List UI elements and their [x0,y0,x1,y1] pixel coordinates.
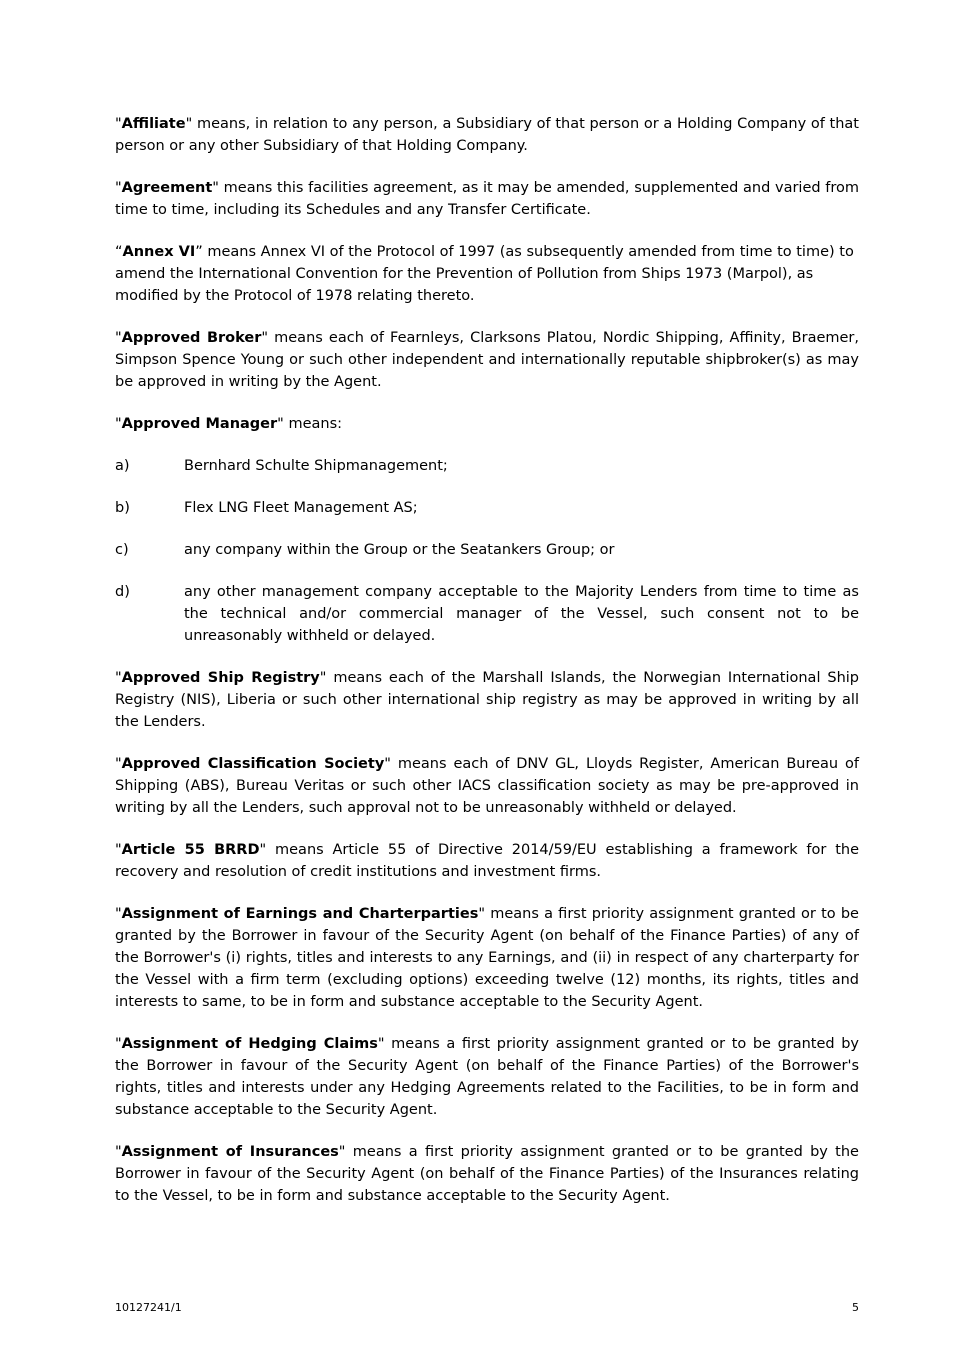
defined-term: Assignment of Hedging Claims [121,1036,378,1052]
defined-term: Article 55 BRRD [121,842,260,858]
definition-approved-broker [115,327,859,393]
quote-open: " [115,842,122,858]
definition-text: means each of the Marshall Islands, the Norwegian International Ship Registry (NIS), Liberia or such other international ship registry as may be approved in writing by all the Lenders. [115,670,860,730]
definition-agreement [115,177,859,221]
definition-assignment-of-hedging-claims [115,1033,859,1121]
definition-approved-ship-registry [115,667,859,733]
definition-text: means this facilities agreement, as it may be amended, supplemented and varied from time to time, including its Schedules and any Transfer Certificate. [115,180,859,218]
quote-close: ” [195,244,203,260]
definition-affiliate [115,113,859,157]
quote-close: " [478,906,485,922]
definition-assignment-of-earnings [115,903,859,1013]
quote-open: " [115,670,122,686]
definition-text: means a first priority assignment granted or to be granted by the Borrower in favour of the Security Agent (on behalf of the Finance Parties) of the Insurances relating to the Vessel, to be in form and substance acceptable to the Security Agent. [115,1144,859,1204]
quote-close: " [261,330,269,346]
quote-close: " [212,180,219,196]
list-text: any company within the Group or the Seatankers Group; or [184,542,615,558]
list-text: Flex LNG Fleet Management AS; [184,500,418,516]
quote-close: " [377,1036,385,1052]
definition-article-55-brrd [115,839,859,883]
quote-close: " [277,416,284,432]
document-reference: 10127241/1 [115,1301,182,1314]
defined-term: Approved Manager [121,416,278,432]
quote-open: " [115,1144,122,1160]
definition-approved-manager [115,413,859,435]
quote-close: " [384,756,391,772]
definition-text: means each of DNV GL, Lloyds Register, American Bureau of Shipping (ABS), Bureau Veritas or such other IACS classification society as may be pre-approved in writing by all the Lenders, such approval not to be unreasonably withheld or delayed. [115,756,859,816]
quote-open: " [115,330,122,346]
definition-text: means: [283,416,343,432]
quote-close: " [338,1144,346,1160]
definition-text: means, in relation to any person, a Subsidiary of that person or a Holding Company of that person or any other Subsidiary of that Holding Company. [115,116,859,154]
list-label: a) [115,458,130,474]
defined-term: Annex VI [122,244,196,260]
quote-open: “ [115,244,123,260]
list-item [115,455,859,477]
page-footer [115,1301,859,1314]
defined-term: Affiliate [121,116,186,132]
list-item [115,497,859,519]
defined-term: Approved Broker [121,330,262,346]
defined-term: Assignment of Earnings and Charterparties [121,906,479,922]
definition-text: means a first priority assignment granted or to be granted by the Borrower in favour of the Security Agent (on behalf of the Finance Parties) of the Borrower's rights, titles and interests under any Hedging Agreements related to the Facilities, to be in form and substance acceptable to the Security Agent. [115,1036,859,1118]
quote-open: " [115,416,122,432]
definition-assignment-of-insurances [115,1141,859,1207]
list-text: any other management company acceptable to the Majority Lenders from time to time as the technical and/or commercial manager of the Vessel, such consent not to be unreasonably withheld or delayed. [184,584,859,644]
quote-open: " [115,180,122,196]
defined-term: Approved Classification Society [121,756,385,772]
quote-open: " [115,116,122,132]
quote-close: " [259,842,267,858]
defined-term: Agreement [121,180,213,196]
definition-annex-vi [115,241,859,307]
definition-text: means each of Fearnleys, Clarksons Platou, Nordic Shipping, Affinity, Braemer, Simpson Spence Young or such other independent and internationally reputable shipbroker(s) as may be approved in writing by the Agent. [115,330,859,390]
quote-close: " [185,116,193,132]
list-label: b) [115,500,130,516]
quote-close: " [319,670,327,686]
list-item [115,539,859,561]
list-label: c) [115,542,129,558]
defined-term: Assignment of Insurances [121,1144,339,1160]
quote-open: " [115,756,122,772]
list-item [115,581,859,647]
document-body [115,113,859,1227]
defined-term: Approved Ship Registry [121,670,320,686]
definition-approved-classification-society [115,753,859,819]
list-text: Bernhard Schulte Shipmanagement; [184,458,448,474]
definition-text: means a first priority assignment granted or to be granted by the Borrower in favour of the Security Agent (on behalf of the Finance Parties) of any of the Borrower's (i) rights, titles and interests to any Earnings, and (ii) in respect of any charterparty for the Vessel with a firm term (excluding options) exceeding twelve (12) months, its rights, titles and interests to same, to be in form and substance acceptable to the Security Agent. [115,906,859,1010]
quote-open: " [115,906,122,922]
definition-text: means Article 55 of Directive 2014/59/EU establishing a framework for the recovery and resolution of credit institutions and investment firms. [115,842,859,880]
list-label: d) [115,584,130,600]
definition-text: means Annex VI of the Protocol of 1997 (as subsequently amended from time to time) to amend the International Convention for the Prevention of Pollution from Ships 1973 (Marpol), as modified by the Protocol of 1978 relating thereto. [115,244,854,304]
quote-open: " [115,1036,122,1052]
page-number: 5 [852,1301,859,1314]
